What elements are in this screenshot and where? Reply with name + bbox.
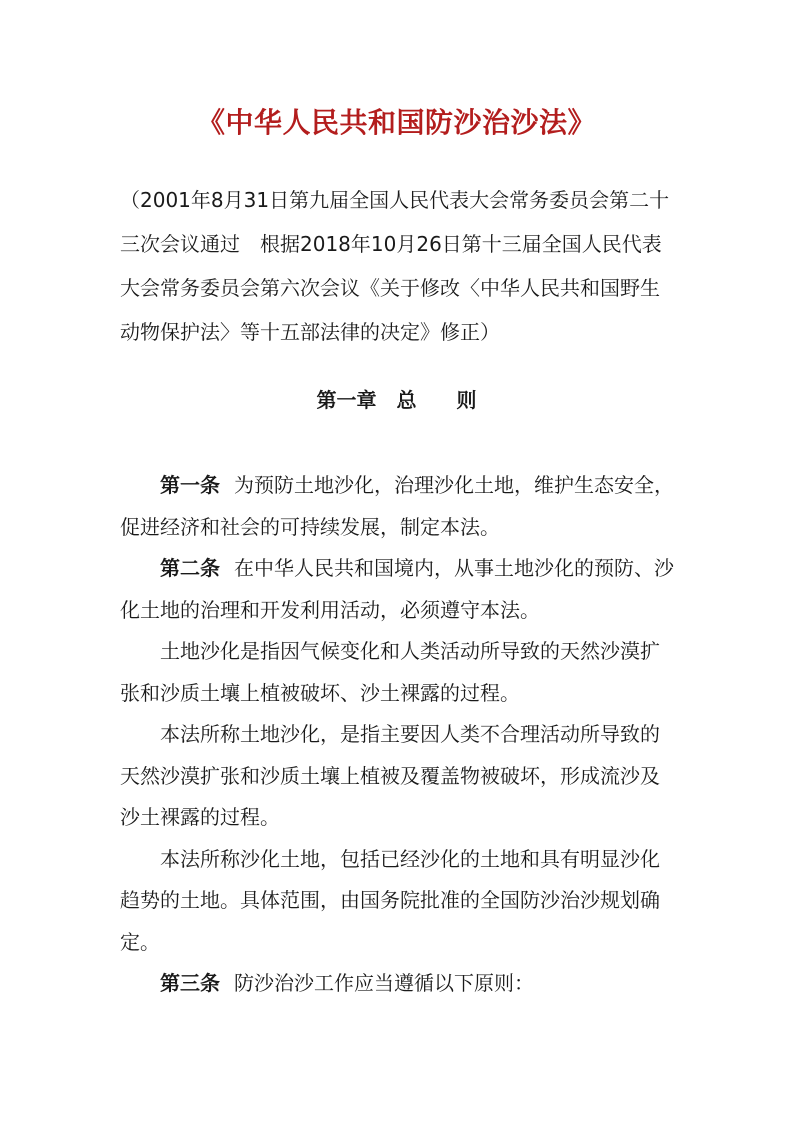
article-text: 防沙治沙工作应当遵循以下原则： bbox=[234, 971, 534, 995]
article-label: 第三条 bbox=[160, 971, 220, 995]
article-text: 为预防土地沙化，治理沙化土地，维护生态安全，促进经济和社会的可持续发展，制定本法。 bbox=[120, 473, 674, 539]
article-label: 第二条 bbox=[160, 556, 220, 580]
article-paragraph bbox=[120, 548, 676, 631]
article-paragraph bbox=[120, 839, 676, 964]
document-title: 《中华人民共和国防沙治沙法》 bbox=[196, 106, 596, 139]
article-paragraph bbox=[120, 465, 676, 548]
article-paragraph bbox=[120, 714, 676, 839]
document-body bbox=[120, 465, 676, 1005]
article-text: 土地沙化是指因气候变化和人类活动所导致的天然沙漠扩张和沙质土壤上植被破坏、沙土裸露的过程。 bbox=[120, 639, 660, 705]
article-text: 本法所称土地沙化，是指主要因人类不合理活动所导致的天然沙漠扩张和沙质土壤上植被及覆盖物被破坏，形成流沙及沙土裸露的过程。 bbox=[120, 722, 660, 829]
article-label: 第一条 bbox=[160, 473, 220, 497]
article-paragraph bbox=[120, 963, 676, 1005]
article-paragraph bbox=[120, 631, 676, 714]
article-text: 在中华人民共和国境内，从事土地沙化的预防、沙化土地的治理和开发利用活动，必须遵守本法。 bbox=[120, 556, 674, 622]
chapter-heading: 第一章 总 则 bbox=[316, 388, 477, 412]
article-text: 本法所称沙化土地，包括已经沙化的土地和具有明显沙化趋势的土地。具体范围，由国务院批准的全国防沙治沙规划确定。 bbox=[120, 846, 660, 954]
adoption-note: （2001年8月31日第九届全国人民代表大会常务委员会第二十三次会议通过 根据2018年10月26日第十三届全国人民代表大会常务委员会第六次会议《关于修改〈中华人民共和国野生动物保护法〉等十五部法律的决定》修正） bbox=[120, 188, 670, 344]
